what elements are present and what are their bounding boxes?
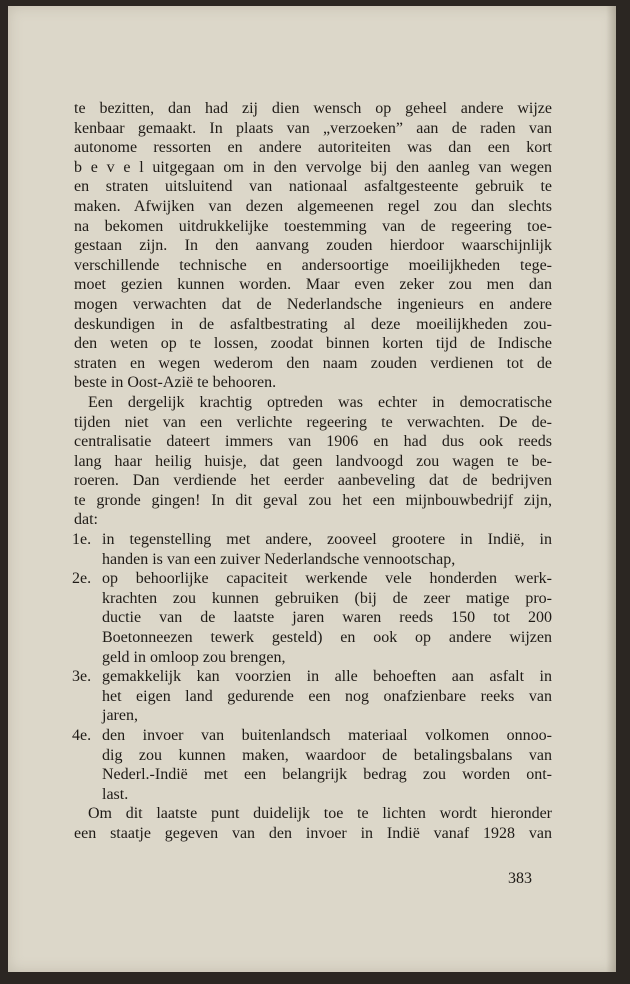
list-item — [74, 530, 552, 569]
text-line: na bekomen uitdrukkelijke toestemming van de regeering toe- — [74, 217, 552, 235]
page-number: 383 — [508, 870, 532, 887]
text-line: beste in Oost-Azië te behooren. — [74, 374, 277, 392]
text-line: krachten zou kunnen gebruiken (bij de zeer matige pro- — [102, 589, 552, 607]
list-item — [74, 726, 552, 804]
text-line: dig zou kunnen maken, waardoor de betalingsbalans van — [102, 746, 552, 764]
text-line: den invoer van buitenlandsch materiaal volkomen onnoo- — [102, 727, 552, 744]
list-item-number: 1e. — [72, 531, 92, 549]
page-edge-shadow — [606, 6, 616, 972]
text-line: Nederl.-Indië met een belangrijk bedrag zou worden ont- — [102, 766, 552, 784]
text-line: in tegenstelling met andere, zooveel grootere in Indië, in — [102, 531, 552, 549]
text-line: dat: — [74, 511, 98, 529]
text-line: tijden niet van een verlichte regeering te verwachten. De de- — [74, 413, 552, 431]
text-line: Boetonneezen tewerk gesteld) en ook op andere wijzen — [102, 629, 552, 647]
text-line: lang haar heilig huisje, dat geen landvoogd zou wagen te be- — [74, 452, 552, 470]
text-line: deskundigen in de asfaltbestrating al deze moeilijkheden zou- — [74, 315, 552, 333]
text-line: last. — [102, 785, 129, 803]
text-line: Om dit laatste punt duidelijk toe te lichten wordt hieronder — [88, 805, 552, 823]
text-line: kenbaar gemaakt. In plaats van „verzoeken” aan de raden van — [74, 119, 552, 137]
body-text — [74, 99, 552, 844]
text-line: jaren, — [102, 707, 138, 725]
text-line: Een dergelijk krachtig optreden was echter in democratische — [88, 393, 552, 411]
text-line: verschillende technische en andersoortige moeilijkheden tege- — [74, 256, 552, 274]
text-line: moet gezien kunnen worden. Maar even zeker zou men dan — [74, 276, 552, 294]
text-line: gestaan zijn. In den aanvang zouden hierdoor waarschijnlijk — [74, 237, 552, 255]
paragraph — [74, 99, 552, 393]
list-item-number: 4e. — [72, 727, 92, 744]
text-line: centralisatie dateert immers van 1906 en had dus ook reeds — [74, 433, 552, 451]
text-line: den weten op te lossen, zoodat binnen korten tijd de Indische — [74, 335, 552, 353]
text-line: en straten uitsluitend van nationaal asfaltgesteente gebruik te — [74, 178, 552, 196]
text-line: straten en wegen wederom den naam zouden verdienen tot de — [74, 354, 552, 372]
list-item-number: 2e. — [72, 570, 92, 588]
list-item — [74, 569, 552, 667]
text-line: ductie van de laatste jaren waren reeds 150 tot 200 — [102, 609, 552, 627]
list-item — [74, 667, 552, 726]
text-line: autonome ressorten en andere autoriteiten was dan een kort — [74, 139, 552, 157]
text-line: roeren. Dan verdiende het eerder aanbeveling dat de bedrijven — [74, 472, 552, 490]
paragraph — [74, 393, 552, 530]
text-line: b e v e l uitgegaan om in den vervolge bij den aanleg van wegen — [74, 158, 552, 176]
text-line: maken. Afwijken van dezen algemeenen regel zou dan slechts — [74, 197, 552, 215]
text-line: geld in omloop zou brengen, — [102, 648, 286, 666]
text-line: te bezitten, dan had zij dien wensch op geheel andere wijze — [74, 100, 552, 117]
text-line: op behoorlijke capaciteit werkende vele honderden werk- — [102, 570, 552, 588]
text-line: te gronde gingen! In dit geval zou het een mijnbouwbedrijf zijn, — [74, 491, 552, 509]
paragraph — [74, 804, 552, 843]
text-line: het eigen land gedurende een nog onafzienbare reeks van — [102, 687, 552, 705]
list-item-number: 3e. — [72, 668, 92, 686]
book-page — [8, 6, 616, 972]
numbered-list — [74, 530, 552, 804]
text-line: een staatje gegeven van den invoer in Indië vanaf 1928 van — [74, 824, 552, 842]
text-line: mogen verwachten dat de Nederlandsche ingenieurs en andere — [74, 295, 552, 313]
text-line: handen is van een zuiver Nederlandsche vennootschap, — [102, 550, 456, 568]
text-line: gemakkelijk kan voorzien in alle behoeften aan asfalt in — [102, 668, 552, 686]
